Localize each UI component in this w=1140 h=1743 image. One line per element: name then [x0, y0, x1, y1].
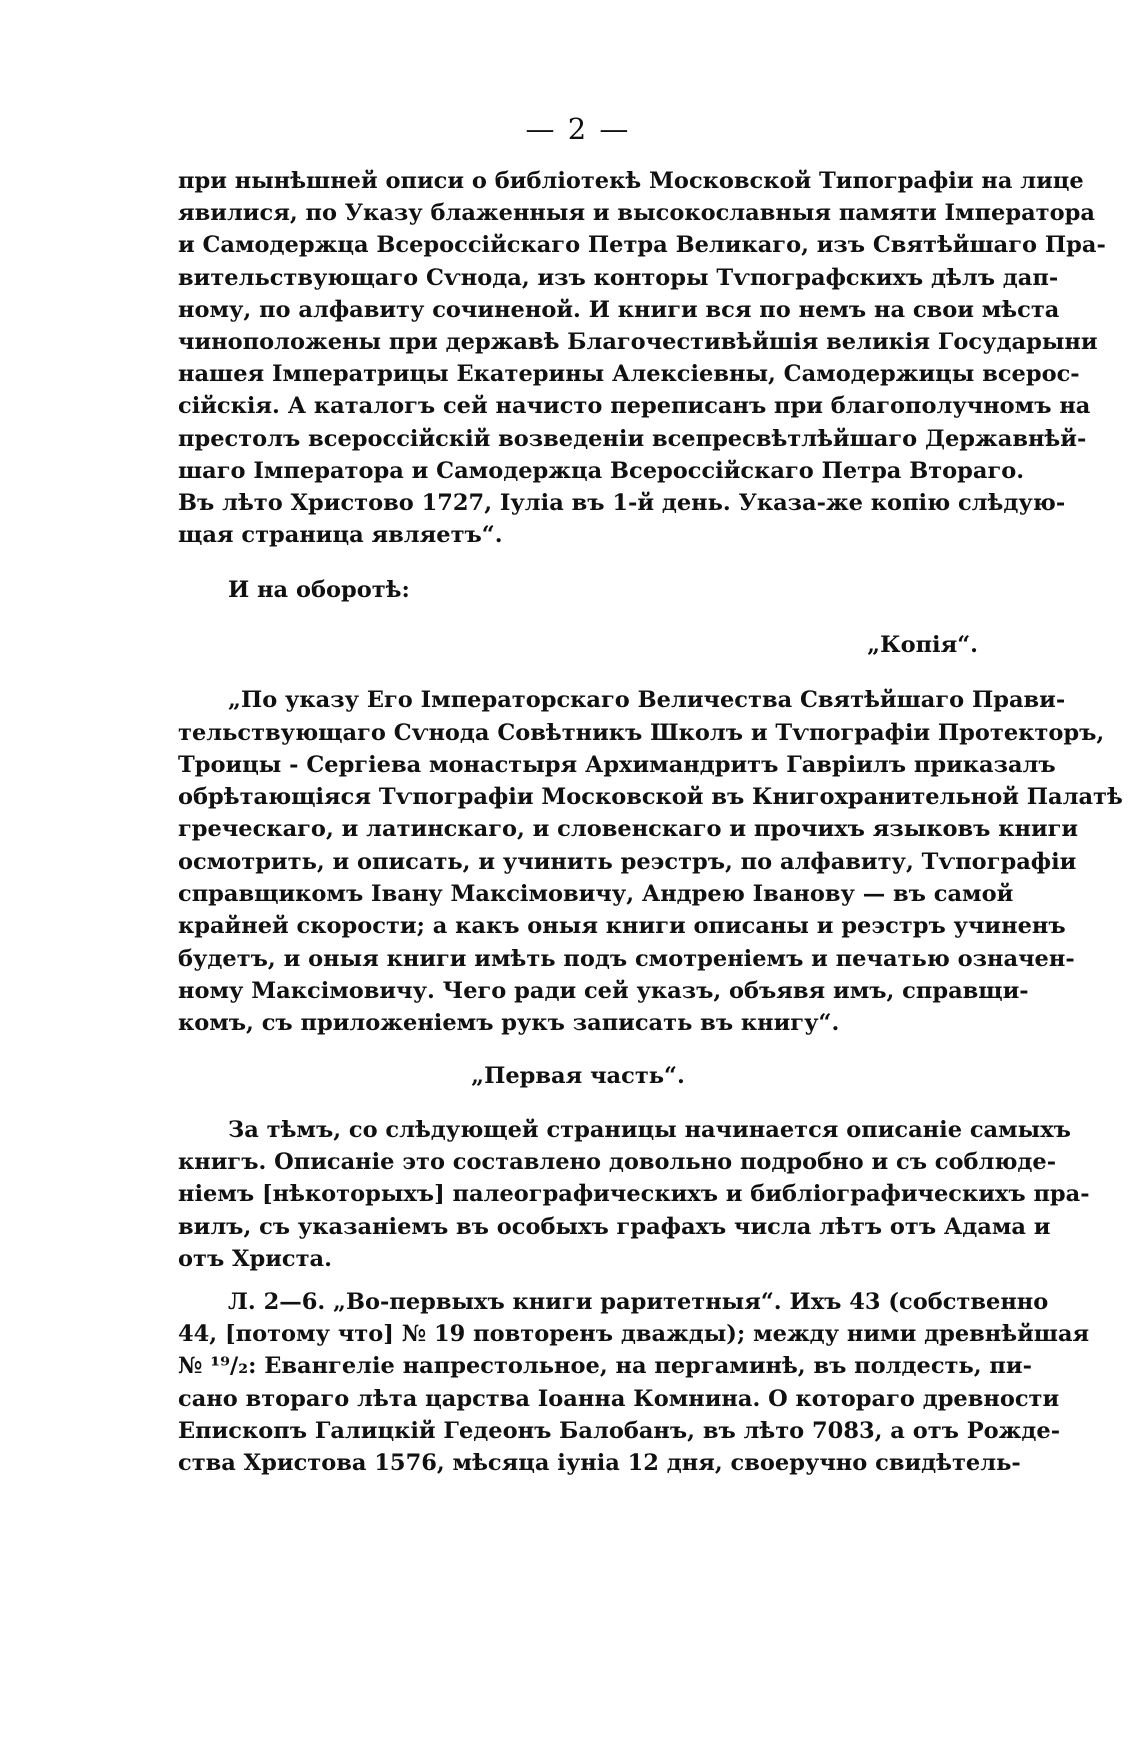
text-line: обрѣтающіяся Тѵпографіи Московской въ Книгохранительной Палатѣ — [178, 784, 1123, 810]
text-line: справщикомъ Івану Максімовичу, Андрею Іванову — въ самой — [178, 881, 1014, 907]
text-line: ства Христова 1576, мѣсяца іуніа 12 дня, своеручно свидѣтель- — [178, 1450, 1021, 1476]
text-line: нашея Імператрицы Екатерины Алексіевны, Самодержицы всерос- — [178, 361, 1080, 387]
text-line: вилъ, съ указаніемъ въ особыхъ графахъ числа лѣтъ отъ Адама и — [178, 1214, 1051, 1240]
text-line: щая страница являетъ“. — [178, 522, 503, 548]
text-line: ному Максімовичу. Чего ради сей указъ, объявя имъ, справщи- — [178, 978, 1029, 1004]
page-number: — 2 — — [525, 112, 631, 146]
text-line: ніемъ [нѣкоторыхъ] палеографическихъ и библіографическихъ пра- — [178, 1181, 1090, 1207]
text-line: Епископъ Галицкій Гедеонъ Балобанъ, въ лѣто 7083, а отъ Рожде- — [178, 1418, 1061, 1444]
text-line: ному, по алфавиту сочиненой. И книги вся по немъ на свои мѣста — [178, 297, 1060, 323]
text-line: Троицы - Сергіева монастыря Архимандритъ Гавріилъ приказалъ — [178, 752, 1056, 778]
text-line: шаго Імператора и Самодержца Всероссійскаго Петра Втораго. — [178, 458, 1025, 484]
text-line: сано втораго лѣта царства Іоанна Комнина. О котораго древности — [178, 1386, 1060, 1412]
text-line: чиноположены при державѣ Благочестивѣйшія великія Государыни — [178, 329, 1098, 355]
text-line: будетъ, и оныя книги имѣть подъ смотреніемъ и печатью означен- — [178, 946, 1075, 972]
text-line: № ¹⁹/₂: Евангеліе напрестольное, на пергаминѣ, въ полдесть, пи- — [178, 1353, 1032, 1379]
text-line: „По указу Его Імператорскаго Величества Святѣйшаго Прави- — [228, 687, 1066, 713]
text-line: За тѣмъ, со слѣдующей страницы начинается описаніе самыхъ — [228, 1117, 1071, 1143]
text-line: осмотрить, и описать, и учинить реэстръ, по алфавиту, Тѵпографіи — [178, 849, 1077, 875]
text-line: отъ Христа. — [178, 1246, 332, 1272]
text-line: при нынѣшней описи о библіотекѣ Московской Типографіи на лице — [178, 168, 1084, 194]
heading-first-part: „Первая часть“. — [471, 1063, 685, 1089]
text-line: Въ лѣто Христово 1727, Іуліа въ 1-й день. Указа-же копію слѣдую- — [178, 490, 1066, 516]
text-line: вительствующаго Сѵнода, изъ конторы Тѵпографскихъ дѣлъ дап- — [178, 265, 1059, 291]
text-line: комъ, съ приложеніемъ рукъ записать въ книгу“. — [178, 1010, 840, 1036]
text-line: греческаго, и латинскаго, и словенскаго и прочихъ языковъ книги — [178, 816, 1079, 842]
heading-kopiya: „Копія“. — [867, 632, 978, 658]
text-line: тельствующаго Сѵнода Совѣтникъ Школъ и Тѵпографіи Протекторъ, — [178, 720, 1105, 746]
text-line: сійскія. А каталогъ сей начисто переписанъ при благополучномъ на — [178, 393, 1091, 419]
text-line: явилися, по Указу блаженныя и высокославныя памяти Імператора — [178, 200, 1095, 226]
text-line: книгъ. Описаніе это составлено довольно подробно и съ соблюде- — [178, 1149, 1057, 1175]
text-line: Л. 2—6. „Во-первыхъ книги раритетныя“. Ихъ 43 (собственно — [228, 1289, 1049, 1315]
text-line: И на оборотѣ: — [228, 577, 410, 603]
text-line: 44, [потому что] № 19 повторенъ дважды); между ними древнѣйшая — [178, 1321, 1090, 1347]
text-line: и Самодержца Всероссійскаго Петра Великаго, изъ Святѣйшаго Пра- — [178, 232, 1106, 258]
book-page — [178, 0, 1123, 1743]
text-line: крайней скорости; а какъ оныя книги описаны и реэстръ учиненъ — [178, 913, 1066, 939]
text-line: престолъ всероссійскій возведеніи всепресвѣтлѣйшаго Державнѣй- — [178, 426, 1087, 452]
